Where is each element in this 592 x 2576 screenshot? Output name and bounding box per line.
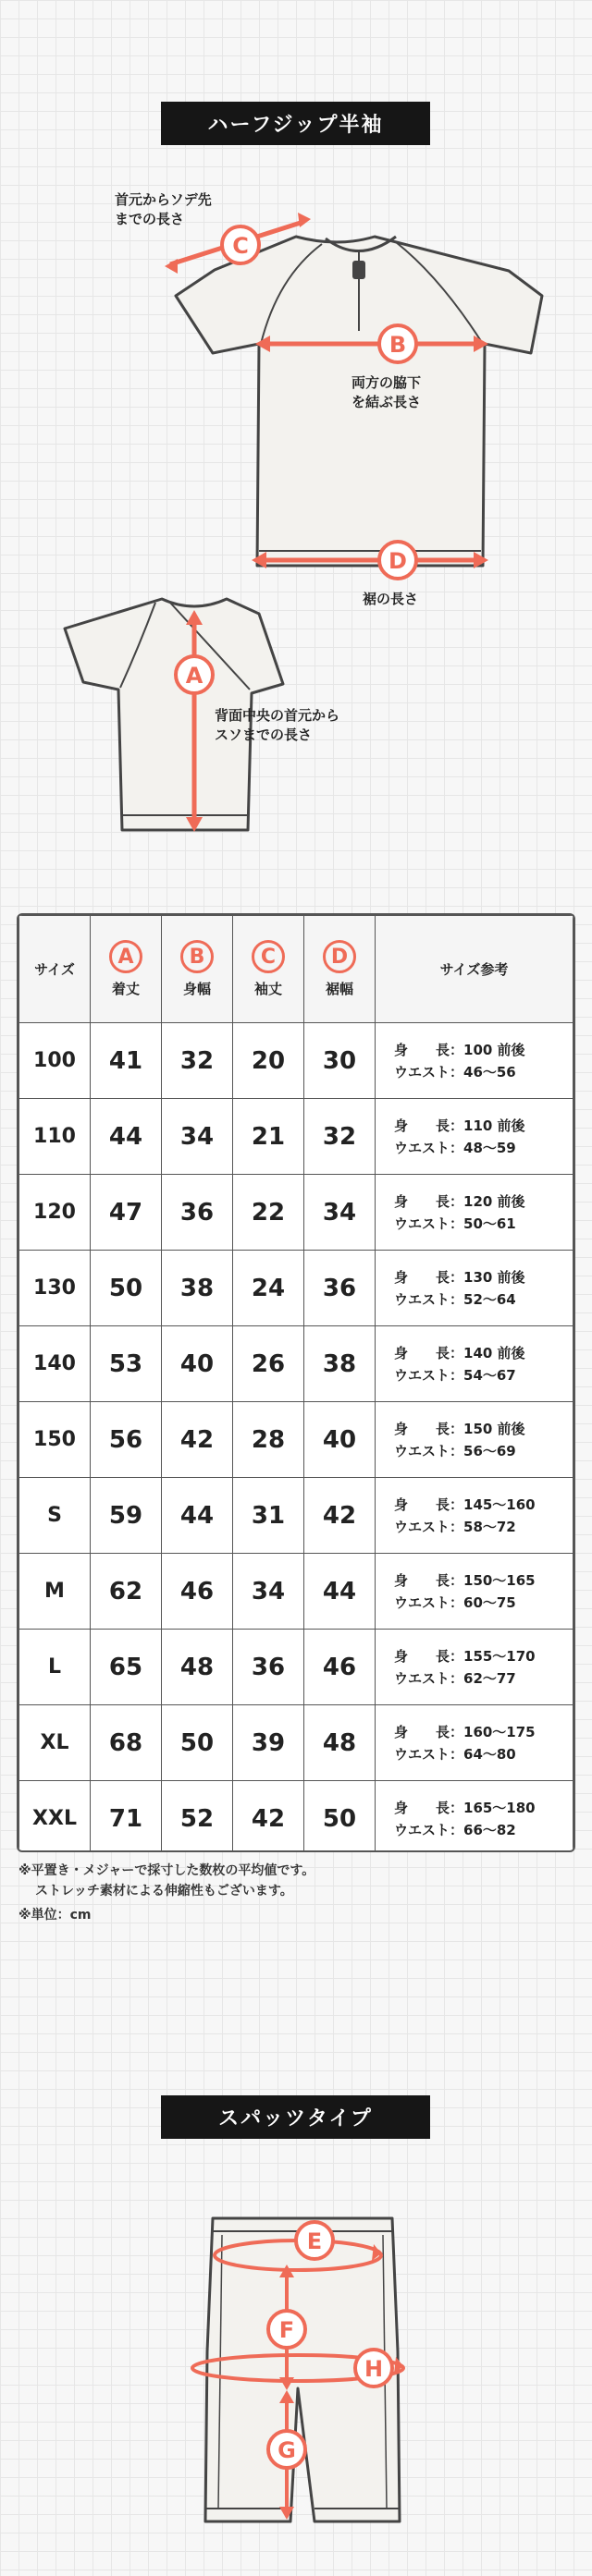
cell-size: S bbox=[19, 1478, 91, 1554]
cell-size: XXL bbox=[19, 1781, 91, 1853]
cell-size: 100 bbox=[19, 1023, 91, 1099]
cell-d: 30 bbox=[304, 1023, 376, 1099]
cell-size: 130 bbox=[19, 1251, 91, 1326]
cell-a: 68 bbox=[91, 1705, 162, 1781]
reference-height: 身 長：155〜170 bbox=[394, 1647, 536, 1665]
reference-height: 身 長：130 前後 bbox=[394, 1268, 525, 1286]
letter-h: H bbox=[364, 2356, 384, 2382]
reference-height: 身 長：145〜160 bbox=[394, 1496, 536, 1513]
cell-c: 36 bbox=[233, 1630, 304, 1705]
annotation-b: 両方の脇下 を結ぶ長さ bbox=[352, 374, 422, 410]
cell-c: 20 bbox=[233, 1023, 304, 1099]
cell-d: 50 bbox=[304, 1781, 376, 1853]
cell-c: 24 bbox=[233, 1251, 304, 1326]
reference-waist: ウエスト：52〜64 bbox=[394, 1290, 516, 1308]
note-unit: ※単位：cm bbox=[18, 1908, 92, 1923]
cell-d: 46 bbox=[304, 1630, 376, 1705]
reference-waist: ウエスト：60〜75 bbox=[394, 1593, 516, 1611]
section-title-half-zip: ハーフジップ半袖 bbox=[161, 102, 430, 145]
cell-a: 62 bbox=[91, 1554, 162, 1630]
reference-waist: ウエスト：48〜59 bbox=[394, 1139, 516, 1156]
cell-a: 71 bbox=[91, 1781, 162, 1853]
cell-d: 42 bbox=[304, 1478, 376, 1554]
note-stretch: ストレッチ素材による伸縮性もございます。 bbox=[35, 1884, 293, 1898]
letter-f: F bbox=[278, 2317, 295, 2343]
reference-height: 身 長：110 前後 bbox=[394, 1117, 525, 1134]
cell-d: 48 bbox=[304, 1705, 376, 1781]
reference-waist: ウエスト：58〜72 bbox=[394, 1518, 516, 1535]
reference-height: 身 長：160〜175 bbox=[394, 1723, 536, 1740]
cell-c: 21 bbox=[233, 1099, 304, 1175]
cell-c: 39 bbox=[233, 1705, 304, 1781]
header-reference: サイズ参考 bbox=[376, 916, 574, 1023]
header-c: C 袖丈 bbox=[233, 916, 304, 1023]
annotation-a: 背面中央の首元から スソまでの長さ bbox=[215, 707, 340, 743]
cell-b: 50 bbox=[162, 1705, 233, 1781]
cell-b: 48 bbox=[162, 1630, 233, 1705]
header-a: A 着丈 bbox=[91, 916, 162, 1023]
header-size: サイズ bbox=[19, 916, 91, 1023]
cell-size: 150 bbox=[19, 1402, 91, 1478]
cell-b: 36 bbox=[162, 1175, 233, 1251]
header-b: B 身幅 bbox=[162, 916, 233, 1023]
cell-a: 56 bbox=[91, 1402, 162, 1478]
reference-waist: ウエスト：62〜77 bbox=[394, 1669, 516, 1687]
cell-b: 46 bbox=[162, 1554, 233, 1630]
cell-d: 40 bbox=[304, 1402, 376, 1478]
letter-b: B bbox=[388, 332, 407, 358]
cell-b: 44 bbox=[162, 1478, 233, 1554]
cell-size: M bbox=[19, 1554, 91, 1630]
note-measurement: ※平置き・メジャーで採寸した数枚の平均値です。 bbox=[18, 1863, 315, 1878]
reference-waist: ウエスト：50〜61 bbox=[394, 1215, 516, 1232]
letter-d: D bbox=[388, 548, 407, 574]
cell-d: 32 bbox=[304, 1099, 376, 1175]
cell-c: 28 bbox=[233, 1402, 304, 1478]
section-title-spats: スパッツタイプ bbox=[161, 2095, 430, 2139]
annotation-c: 首元からソデ先 までの長さ bbox=[115, 191, 212, 227]
cell-b: 38 bbox=[162, 1251, 233, 1326]
reference-waist: ウエスト：54〜67 bbox=[394, 1366, 516, 1384]
reference-height: 身 長：140 前後 bbox=[394, 1344, 525, 1361]
cell-d: 44 bbox=[304, 1554, 376, 1630]
reference-waist: ウエスト：56〜69 bbox=[394, 1442, 516, 1459]
cell-b: 42 bbox=[162, 1402, 233, 1478]
cell-b: 34 bbox=[162, 1099, 233, 1175]
cell-d: 34 bbox=[304, 1175, 376, 1251]
cell-a: 65 bbox=[91, 1630, 162, 1705]
cell-a: 53 bbox=[91, 1326, 162, 1402]
reference-height: 身 長：120 前後 bbox=[394, 1192, 525, 1210]
cell-size: L bbox=[19, 1630, 91, 1705]
reference-waist: ウエスト：46〜56 bbox=[394, 1063, 516, 1080]
letter-e: E bbox=[306, 2228, 323, 2254]
cell-size: XL bbox=[19, 1705, 91, 1781]
reference-height: 身 長：165〜180 bbox=[394, 1799, 536, 1816]
letter-c: C bbox=[232, 233, 249, 259]
cell-c: 42 bbox=[233, 1781, 304, 1853]
reference-height: 身 長：150 前後 bbox=[394, 1420, 525, 1437]
cell-c: 31 bbox=[233, 1478, 304, 1554]
cell-a: 41 bbox=[91, 1023, 162, 1099]
cell-c: 34 bbox=[233, 1554, 304, 1630]
cell-b: 52 bbox=[162, 1781, 233, 1853]
reference-waist: ウエスト：64〜80 bbox=[394, 1745, 516, 1763]
cell-c: 22 bbox=[233, 1175, 304, 1251]
letter-g: G bbox=[278, 2437, 296, 2463]
cell-b: 32 bbox=[162, 1023, 233, 1099]
cell-size: 140 bbox=[19, 1326, 91, 1402]
reference-height: 身 長：100 前後 bbox=[394, 1041, 525, 1058]
cell-a: 47 bbox=[91, 1175, 162, 1251]
cell-a: 50 bbox=[91, 1251, 162, 1326]
cell-c: 26 bbox=[233, 1326, 304, 1402]
reference-height: 身 長：150〜165 bbox=[394, 1571, 536, 1589]
cell-size: 120 bbox=[19, 1175, 91, 1251]
cell-d: 36 bbox=[304, 1251, 376, 1326]
cell-a: 44 bbox=[91, 1099, 162, 1175]
cell-a: 59 bbox=[91, 1478, 162, 1554]
cell-b: 40 bbox=[162, 1326, 233, 1402]
annotation-d: 裾の長さ bbox=[363, 591, 419, 607]
header-d: D 裾幅 bbox=[304, 916, 376, 1023]
reference-waist: ウエスト：66〜82 bbox=[394, 1821, 516, 1838]
letter-a: A bbox=[185, 663, 204, 689]
cell-size: 110 bbox=[19, 1099, 91, 1175]
cell-d: 38 bbox=[304, 1326, 376, 1402]
